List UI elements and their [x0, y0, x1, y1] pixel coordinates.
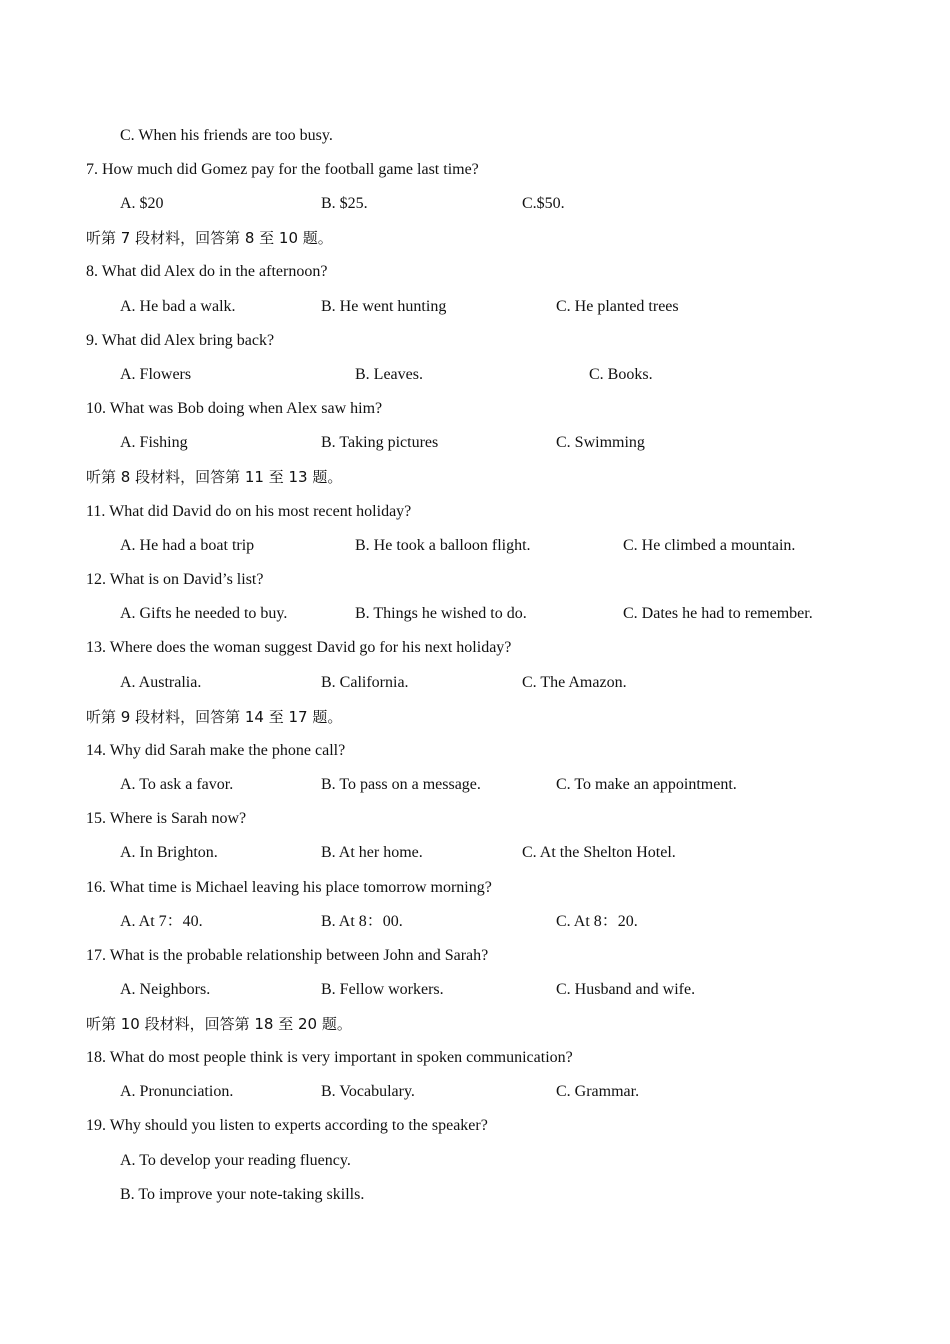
option-c: C. Husband and wife. [556, 981, 696, 998]
options-row-14 [0, 775, 950, 795]
option-b: B. Leaves. [355, 366, 423, 383]
option-a: A. Neighbors. [120, 981, 211, 998]
option-text: C. When his friends are too busy. [120, 127, 333, 144]
question-12: 12. What is on David’s list? [86, 571, 264, 588]
option-b: B. California. [321, 674, 409, 691]
options-row-15 [0, 843, 950, 863]
option-a: A. He bad a walk. [120, 298, 236, 315]
option-c: C. Grammar. [556, 1083, 640, 1100]
option-b: B. Vocabulary. [321, 1083, 415, 1100]
option-b: B. Fellow workers. [321, 981, 444, 998]
question-13: 13. Where does the woman suggest David go for his next holiday? [86, 639, 512, 656]
question-16: 16. What time is Michael leaving his place tomorrow morning? [86, 879, 492, 896]
option-a: A. $20 [120, 195, 164, 212]
options-row-10 [0, 433, 950, 453]
options-row-16 [0, 912, 950, 932]
option-c: C. Swimming [556, 434, 645, 451]
option-b: B. To pass on a message. [321, 776, 481, 793]
options-row-11 [0, 536, 950, 556]
question-8: 8. What did Alex do in the afternoon? [86, 263, 328, 280]
option-b: B. At her home. [321, 844, 423, 861]
option-b: B. He went hunting [321, 298, 447, 315]
section-heading-8: 听第 8 段材料，回答第 11 至 13 题。 [86, 468, 343, 486]
option-c: C. The Amazon. [522, 674, 627, 691]
question-7: 7. How much did Gomez pay for the football game last time? [86, 161, 479, 178]
option-b: B. Taking pictures [321, 434, 439, 451]
option-a: A. At 7：40. [120, 913, 203, 930]
section-heading-10: 听第 10 段材料，回答第 18 至 20 题。 [86, 1015, 352, 1033]
question-17: 17. What is the probable relationship between John and Sarah? [86, 947, 489, 964]
option-c: C. At the Shelton Hotel. [522, 844, 676, 861]
option-c: C. Books. [589, 366, 653, 383]
option-a: A. In Brighton. [120, 844, 218, 861]
option-a: A. He had a boat trip [120, 537, 255, 554]
question-9: 9. What did Alex bring back? [86, 332, 275, 349]
question-19: 19. Why should you listen to experts according to the speaker? [86, 1117, 488, 1134]
option-a: A. Fishing [120, 434, 188, 451]
options-row-9 [0, 365, 950, 385]
option-c: C. To make an appointment. [556, 776, 737, 793]
option-a: A. Australia. [120, 674, 202, 691]
option-a: A. Flowers [120, 366, 192, 383]
option-a: A. To develop your reading fluency. [120, 1152, 351, 1169]
options-row-13 [0, 673, 950, 693]
option-a: A. Pronunciation. [120, 1083, 234, 1100]
option-b: B. At 8：00. [321, 913, 403, 930]
question-11: 11. What did David do on his most recent holiday? [86, 503, 412, 520]
options-row-17 [0, 980, 950, 1000]
option-a: A. Gifts he needed to buy. [120, 605, 288, 622]
section-heading-7: 听第 7 段材料，回答第 8 至 10 题。 [86, 229, 333, 247]
option-b: B. To improve your note-taking skills. [120, 1186, 365, 1203]
options-row-8 [0, 297, 950, 317]
options-row-7 [0, 194, 950, 214]
section-heading-9: 听第 9 段材料，回答第 14 至 17 题。 [86, 708, 343, 726]
option-c: C.$50. [522, 195, 565, 212]
question-15: 15. Where is Sarah now? [86, 810, 247, 827]
option-c: C. He climbed a mountain. [623, 537, 796, 554]
option-c: C. Dates he had to remember. [623, 605, 813, 622]
options-row-18 [0, 1082, 950, 1102]
options-row-12 [0, 604, 950, 624]
option-b: B. He took a balloon flight. [355, 537, 531, 554]
option-b: B. $25. [321, 195, 368, 212]
option-b: B. Things he wished to do. [355, 605, 527, 622]
option-c: C. At 8：20. [556, 913, 638, 930]
question-14: 14. Why did Sarah make the phone call? [86, 742, 346, 759]
option-a: A. To ask a favor. [120, 776, 234, 793]
question-10: 10. What was Bob doing when Alex saw him? [86, 400, 383, 417]
option-c: C. He planted trees [556, 298, 679, 315]
question-18: 18. What do most people think is very important in spoken communication? [86, 1049, 573, 1066]
